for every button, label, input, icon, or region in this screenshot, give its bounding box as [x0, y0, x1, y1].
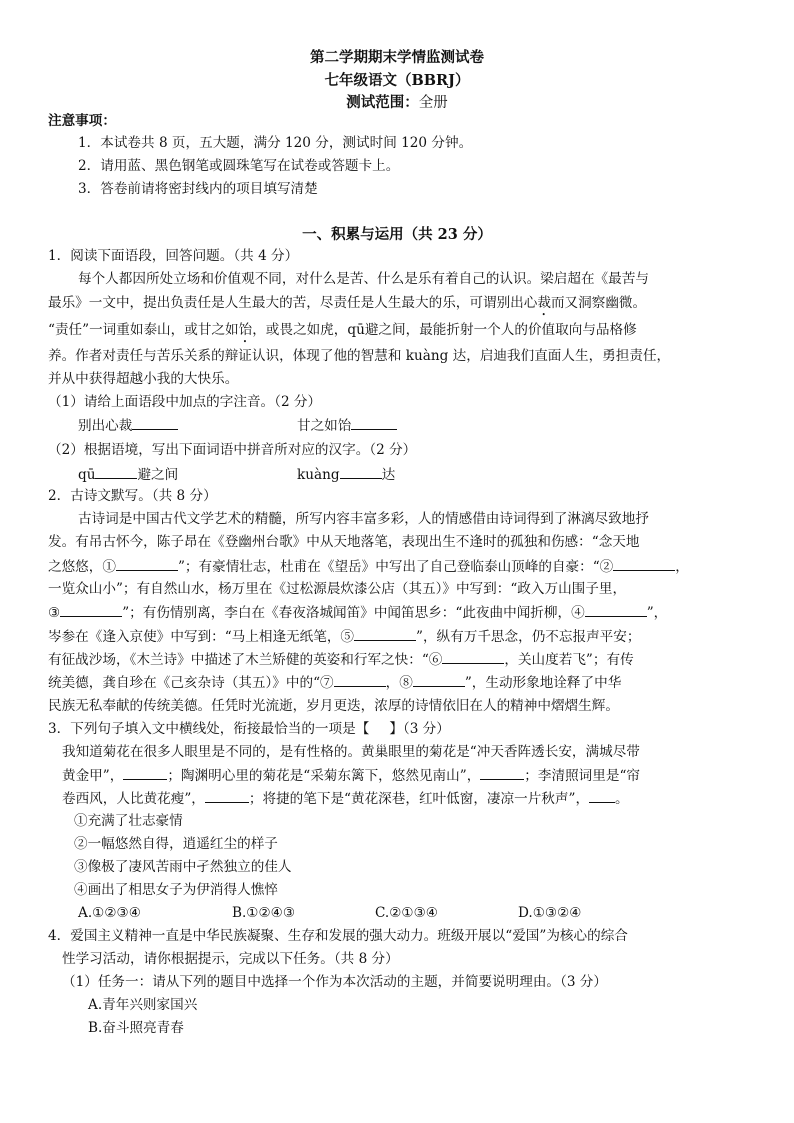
q2-line-2: 发。有吊古怀今，陈子昂在《登幽州台歌》中从天地落笔，表现出生不逢时的孤独和伤感：“念天地: [48, 534, 640, 550]
q1-p2b: 而又洞察幽微。: [550, 295, 647, 311]
q1-sub1-item-b: [297, 415, 397, 436]
q2-l5a: ③: [48, 605, 61, 621]
answer-blank[interactable]: [351, 415, 397, 430]
q1-para-line-5: 并从中获得超越小我的大快乐。: [48, 371, 239, 387]
q1-para-line-4: 养。作者对责任与苦乐关系的辩证认识，体现了他的智慧和 kuàng 达，启迪我们直面人生，勇担责任，: [48, 348, 671, 364]
q2-line-8: [48, 672, 621, 693]
q2-line-4: 一览众山小”；有自然山水，杨万里在《过松源晨炊漆公店（其五）》中写到：“政入万山围子里，: [48, 581, 627, 597]
q2-l5c: ”，: [646, 605, 668, 621]
q2-l6a: 岑参在《逢入京使》中写到：“马上相逢无纸笔，⑤: [48, 629, 355, 645]
q1-sub1: （1）请给上面语段中加点的字注音。（2 分）: [48, 394, 322, 410]
q1-para-line-3: [48, 320, 637, 346]
q1-sub2: （2）根据语境，写出下面词语中拼音所对应的汉字。（2 分）: [48, 442, 417, 458]
q1-sub2-item-a: [78, 464, 178, 485]
q4-option-b[interactable]: B.奋斗照亮青春: [88, 1020, 184, 1036]
notice-heading: 注意事项：: [48, 113, 116, 129]
q1-sub2-item-b: [297, 464, 395, 485]
q1-sub1b-text: 甘之如饴: [297, 418, 352, 434]
q3-option-1: ①充满了壮志豪情: [74, 813, 183, 829]
q3-choice-b[interactable]: B.①②④③: [232, 905, 296, 921]
q2-line-9: 民族无私奉献的传统美德。任凭时光流逝，岁月更迭，浓厚的诗情依旧在人的精神中熠熠生辉。: [48, 698, 619, 714]
q3-line-2: [62, 765, 640, 786]
q2-l7b: ，关山度若飞”；有传: [504, 652, 634, 668]
q1-sub1-item-a: [78, 415, 178, 436]
q2-line-3: [48, 556, 689, 577]
q1-sub2b-pinyin: kuàng: [297, 467, 340, 483]
exam-subtitle: 七年级语文（BBRJ）: [324, 72, 470, 89]
answer-blank[interactable]: [589, 788, 615, 803]
scope-value: 全册: [418, 95, 448, 111]
q2-l5b: ”；有伤情别离，李白在《春夜洛城闻笛》中闻笛思乡：“此夜曲中闻折柳，④: [122, 605, 585, 621]
q3-l2b: ；陶渊明心里的菊花是“采菊东篱下，悠然见南山”，: [167, 768, 481, 784]
q3-option-3: ③像极了凄风苦雨中孑然独立的佳人: [74, 859, 292, 875]
q3-l3c: 。: [615, 791, 629, 807]
q3-option-4: ④画出了相思女子为伊消得人憔悴: [74, 882, 278, 898]
q4-line-2: 性学习活动，请你根据提示，完成以下任务。（共 8 分）: [62, 951, 399, 967]
q3-l2c: ；李清照词里是“帘: [524, 768, 640, 784]
q1-dotted-char-yi: 饴: [238, 322, 253, 338]
q2-line-1: 古诗词是中国古代文学艺术的精髓，所写内容丰富多彩，人的情感借由诗词得到了淋漓尽致地抒: [78, 511, 649, 527]
answer-blank[interactable]: [132, 415, 178, 430]
notice-item-2: 2．请用蓝、黑色钢笔或圆珠笔写在试卷或答题卡上。: [78, 158, 400, 174]
answer-blank[interactable]: [413, 672, 465, 687]
q3-l3a: 卷西风，人比黄花瘦”，: [62, 791, 205, 807]
q2-line-5: [48, 602, 667, 623]
exam-title: 第二学期期末学情监测试卷: [310, 49, 484, 66]
q4-task1: （1）任务一：请从下列的题目中选择一个作为本次活动的主题，并简要说明理由。（3 分）: [62, 974, 607, 990]
q1-sub1a-text: 别出心裁: [78, 418, 133, 434]
q2-line-7: [48, 649, 634, 670]
q3-line-3: [62, 788, 629, 809]
q1-stem: 1．阅读下面语段，回答问题。（共 4 分）: [48, 248, 299, 264]
q2-l3b: ”；有豪情壮志，杜甫在《望岳》中写出了自己登临泰山顶峰的自豪：“②: [177, 559, 614, 575]
q1-p3a: “责任”一词重如泰山，或甘之如: [48, 322, 239, 338]
answer-blank[interactable]: [480, 765, 524, 780]
q3-choice-c[interactable]: C.②①③④: [375, 905, 438, 921]
q2-l3a: 之悠悠，①: [48, 559, 116, 575]
q3-option-2: ②一幅悠然自得，逍遥红尘的样子: [74, 836, 278, 852]
q1-dotted-char-cai: 裁: [537, 295, 551, 311]
q4-option-a[interactable]: A.青年兴则家国兴: [88, 997, 198, 1013]
q1-p3b: ，或畏之如虎，qū避之间，最能折射一个人的价值取向与品格修: [252, 322, 637, 338]
exam-scope: [0, 91, 794, 112]
q1-sub2a-text: 避之间: [137, 467, 179, 483]
q2-line-6: [48, 626, 640, 647]
answer-blank[interactable]: [334, 672, 386, 687]
q1-sub2b-text: 达: [381, 467, 396, 483]
answer-blank[interactable]: [613, 556, 675, 571]
answer-blank[interactable]: [116, 556, 178, 571]
q1-sub2a-pinyin: qū: [78, 467, 96, 483]
answer-blank[interactable]: [123, 765, 167, 780]
q2-l8c: ”，生动形象地诠释了中华: [464, 675, 622, 691]
q2-l8a: 统美德，龚自珍在《己亥杂诗（其五）》中的“⑦: [48, 675, 334, 691]
q3-choice-d[interactable]: D.①③②④: [518, 905, 582, 921]
q1-para-line-1: 每个人都因所处立场和价值观不同，对什么是苦、什么是乐有着自己的认识。梁启超在《最苦与: [78, 271, 649, 287]
answer-blank[interactable]: [205, 788, 249, 803]
q2-l8b: ，⑧: [385, 675, 413, 691]
q2-l3c: ，: [675, 559, 689, 575]
scope-label: 测试范围：: [346, 94, 419, 111]
q4-line-1: 4．爱国主义精神一直是中华民族凝聚、生存和发展的强大动力。班级开展以“爱国”为核心的综合: [48, 928, 628, 944]
q2-l7a: 有征战沙场，《木兰诗》中描述了木兰矫健的英姿和行军之快：“⑥: [48, 652, 443, 668]
q2-l6b: ”，纵有万千思念，仍不忘报声平安；: [416, 629, 641, 645]
q3-choice-a[interactable]: A.①②③④: [78, 905, 141, 921]
answer-blank[interactable]: [340, 464, 382, 479]
notice-item-1: 1．本试卷共 8 页，五大题，满分 120 分，测试时间 120 分钟。: [78, 135, 473, 151]
q3-line-1: 我知道菊花在很多人眼里是不同的，是有性格的。黄巢眼里的菊花是“冲天香阵透长安，满城尽带: [62, 744, 640, 760]
q3-l2a: 黄金甲”，: [62, 768, 124, 784]
q3-stem: [48, 719, 450, 739]
notice-item-3: 3．答卷前请将密封线内的项目填写清楚: [78, 181, 318, 197]
answer-blank[interactable]: [442, 649, 504, 664]
q3-l3b: ；将捷的笔下是“黄花深巷，红叶低窗，凄凉一片秋声”，: [248, 791, 590, 807]
q3-stem-b: 】（3 分）: [389, 721, 450, 737]
answer-blank[interactable]: [60, 602, 122, 617]
q1-p2a: 最乐》一文中，提出负责任是人生最大的苦，尽责任是人生最大的乐，可谓别出心: [48, 295, 538, 311]
q1-para-line-2: [48, 293, 646, 319]
q3-stem-a: 3．下列句子填入文中横线处，衔接最恰当的一项是【: [48, 721, 370, 737]
answer-blank[interactable]: [354, 626, 416, 641]
answer-blank[interactable]: [95, 464, 137, 479]
answer-blank[interactable]: [585, 602, 647, 617]
section1-heading: 一、积累与运用（共 23 分）: [302, 226, 492, 243]
q2-stem: 2．古诗文默写。（共 8 分）: [48, 488, 217, 504]
